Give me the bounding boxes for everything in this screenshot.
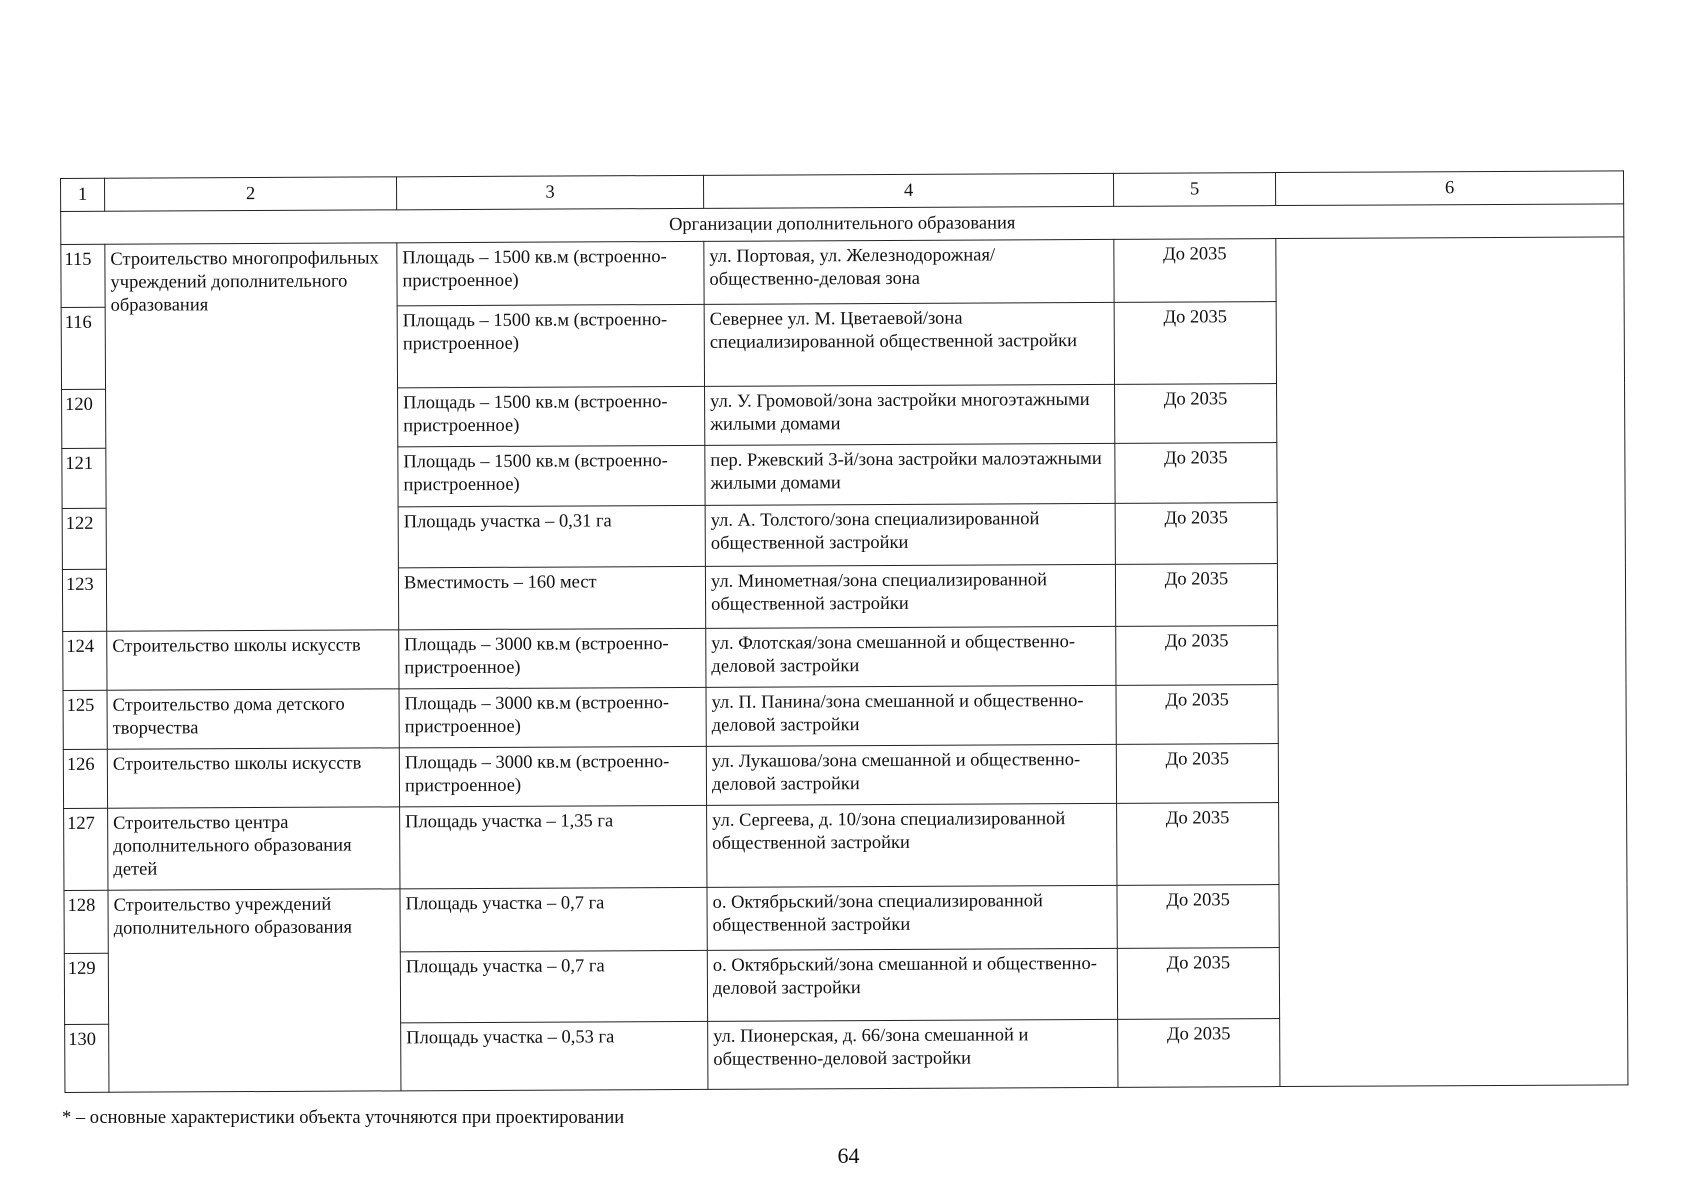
header-cell: 6 bbox=[1275, 171, 1623, 206]
row-number: 115 bbox=[61, 244, 105, 307]
object-characteristics: Площадь – 1500 кв.м (встроенно-пристроенное) bbox=[397, 241, 704, 305]
object-location: о. Октябрьский/зона смешанной и общественно-деловой застройки bbox=[707, 948, 1117, 1021]
row-number: 116 bbox=[61, 307, 105, 389]
object-term: До 2035 bbox=[1117, 885, 1279, 949]
object-location: ул. Минометная/зона специализированной общественной застройки bbox=[705, 564, 1115, 628]
object-term: До 2035 bbox=[1117, 948, 1279, 1020]
object-term: До 2035 bbox=[1116, 685, 1278, 745]
object-location: пер. Ржевский 3-й/зона застройки малоэтажными жилыми домами bbox=[705, 443, 1115, 505]
object-name: Строительство многопрофильных учреждений дополнительного образования bbox=[105, 243, 399, 631]
header-cell: 4 bbox=[703, 173, 1113, 208]
row-number: 130 bbox=[65, 1024, 109, 1092]
object-characteristics: Площадь – 1500 кв.м (встроенно-пристроенное) bbox=[398, 445, 705, 506]
object-term: До 2035 bbox=[1115, 503, 1277, 565]
header-cell: 3 bbox=[396, 175, 703, 209]
object-location: ул. А. Толстого/зона специализированной общественной застройки bbox=[705, 503, 1115, 566]
row-number: 123 bbox=[62, 569, 106, 631]
object-name: Строительство школы искусств bbox=[107, 630, 399, 690]
object-location: ул. Портовая, ул. Железнодорожная/ общественно-деловая зона bbox=[704, 239, 1114, 304]
object-characteristics: Площадь – 3000 кв.м (встроенно-пристроенное) bbox=[399, 628, 706, 688]
object-term: До 2035 bbox=[1115, 564, 1277, 627]
object-location: ул. Лукашова/зона смешанной и общественно-деловой застройки bbox=[706, 744, 1116, 805]
header-cell: 2 bbox=[105, 177, 397, 211]
table-row bbox=[61, 237, 1624, 308]
object-location: ул. Флотская/зона смешанной и общественно-деловой застройки bbox=[706, 626, 1116, 687]
row-number: 125 bbox=[63, 690, 107, 749]
row-number: 124 bbox=[63, 631, 107, 690]
row-number: 120 bbox=[62, 389, 106, 448]
object-location: ул. Пионерская, д. 66/зона смешанной и общественно-деловой застройки bbox=[708, 1019, 1118, 1089]
header-cell: 5 bbox=[1113, 173, 1275, 207]
header-cell: 1 bbox=[61, 178, 105, 211]
row-number: 127 bbox=[64, 808, 108, 890]
row-number: 122 bbox=[62, 508, 106, 569]
object-term: До 2035 bbox=[1116, 626, 1278, 686]
object-name: Строительство учреждений дополнительного образования bbox=[108, 889, 401, 1092]
object-location: о. Октябрьский/зона специализированной общественной застройки bbox=[707, 885, 1117, 950]
row-number: 126 bbox=[63, 749, 107, 808]
object-characteristics: Площадь участка – 0,7 га bbox=[400, 950, 707, 1022]
object-name: Строительство центра дополнительного образования детей bbox=[108, 807, 400, 890]
object-location: ул. П. Панина/зона смешанной и общественно-деловой застройки bbox=[706, 685, 1116, 746]
object-term: До 2035 bbox=[1114, 239, 1276, 303]
object-term: До 2035 bbox=[1117, 803, 1279, 886]
object-location: ул. У. Громовой/зона застройки многоэтажными жилыми домами bbox=[705, 384, 1115, 445]
object-term: До 2035 bbox=[1118, 1019, 1280, 1088]
column-6-cell bbox=[1276, 237, 1628, 1087]
object-characteristics: Площадь участка – 0,31 га bbox=[398, 505, 705, 567]
object-characteristics: Площадь участка – 0,53 га bbox=[401, 1021, 708, 1090]
object-term: До 2035 bbox=[1115, 384, 1277, 444]
object-characteristics: Вместимость – 160 мест bbox=[398, 566, 705, 629]
objects-table bbox=[60, 170, 1628, 1093]
object-location: Севернее ул. М. Цветаевой/зона специализированной общественной застройки bbox=[704, 302, 1114, 386]
object-characteristics: Площадь участка – 0,7 га bbox=[400, 887, 707, 951]
object-term: До 2035 bbox=[1115, 443, 1277, 504]
object-term: До 2035 bbox=[1114, 302, 1276, 385]
section-title: Организации дополнительного образования bbox=[61, 204, 1624, 245]
object-location: ул. Сергеева, д. 10/зона специализированной общественной застройки bbox=[707, 803, 1117, 887]
object-characteristics: Площадь – 1500 кв.м (встроенно-пристроенное) bbox=[397, 304, 704, 387]
object-name: Строительство школы искусств bbox=[107, 748, 399, 808]
object-characteristics: Площадь – 3000 кв.м (встроенно-пристроенное) bbox=[399, 746, 706, 806]
row-number: 128 bbox=[64, 890, 108, 953]
footnote: * – основные характеристики объекта уточняются при проектировании bbox=[62, 1108, 625, 1128]
row-number: 121 bbox=[62, 448, 106, 508]
object-term: До 2035 bbox=[1116, 744, 1278, 804]
row-number: 129 bbox=[64, 953, 108, 1024]
object-name: Строительство дома детского творчества bbox=[107, 689, 399, 749]
object-characteristics: Площадь участка – 1,35 га bbox=[400, 805, 707, 888]
object-characteristics: Площадь – 1500 кв.м (встроенно-пристроенное) bbox=[398, 386, 705, 446]
object-characteristics: Площадь – 3000 кв.м (встроенно-пристроенное) bbox=[399, 687, 706, 747]
page-number: 64 bbox=[837, 1143, 860, 1168]
